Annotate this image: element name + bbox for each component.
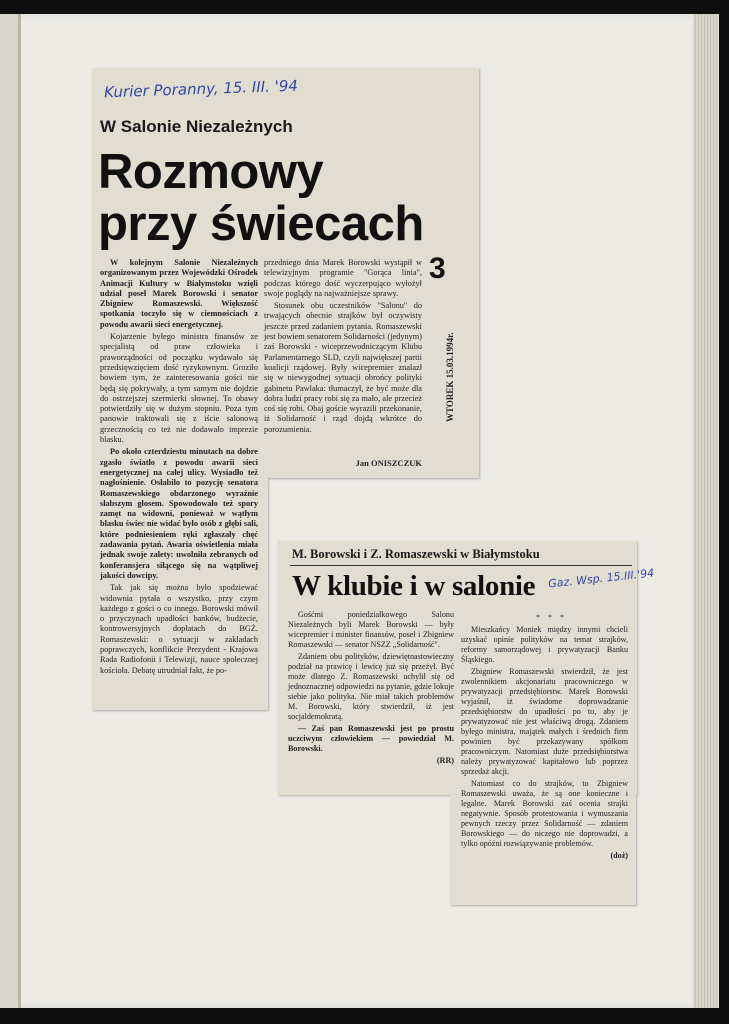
handwritten-source-note: Kurier Poranny, 15. III. '94 bbox=[103, 76, 299, 102]
article1-continued: przedniego dnia Marek Borowski wystąpił w telewizyjnym programie "Gorąca linia", podczas którego dość wyczerpująco wyłożył swoje poglądy na najważniejsze sprawy. bbox=[264, 258, 422, 298]
headline-rozmowy bbox=[98, 146, 424, 250]
article2-signature-doz: (doż) bbox=[610, 851, 628, 860]
article1-column-2 bbox=[264, 258, 422, 468]
article1-author: Jan ONISZCZUK bbox=[355, 458, 422, 468]
headline-line-1: Rozmowy bbox=[98, 145, 324, 199]
article1-paragraph: Kojarzenie byłego ministra finansów ze specjalistą od praw człowieka i praworządności od początku wydawało się przedsięwzięciem dość ryzykownym. Groziło bowiem tym, że zainteresowania gości nie będą się pokrywały, a tym samym nie dojdzie do ostrzejszej szermierki słownej. To obawy potwierdziły się w dużym stopniu. Poza tym panowie traktowali się z iście salonową grzecznością co też nie dodawało imprezie blasku. bbox=[100, 332, 258, 445]
article2-signature-rr: (RR) bbox=[436, 756, 454, 765]
headline-line-2: przy świecach bbox=[98, 197, 424, 251]
article2-paragraph: Mieszkańcy Moniek między innymi chcieli uzyskać opinie polityków na temat strajków, reformy samorządowej i prywatyzacji Banku Śląskiego. bbox=[461, 625, 628, 664]
article1-paragraph: Stosunek obu uczestników "Salonu" do trwających obecnie strajków był oczywisty jeszcze przed zadaniem pytania. Romaszewski jest bowiem senatorem Solidarności (jedynym) zaś Borowski - wiceprzewodniczącym Klubu Parlamentarnego SLD, czyli największej partii koalicji rządowej. Były wicepremier znalazł się w niewygodnej sytuacji obrońcy polityki gabinetu Pawlaka: tłumaczył, że być może dla dobra ludzi pracy robi się za mało, ale przecież coś się robi. Obaj goście wyrazili przekonanie, iż Solidarność i rząd dojdą wkrótce do porozumienia. bbox=[264, 301, 422, 434]
issue-date-text: WTOREK 15.03.1994r. bbox=[445, 332, 455, 422]
article2-lead: Gośćmi poniedziałkowego Salonu Niezależnych byli Marek Borowski — były wicepremier i minister finansów, poseł i Zbigniew Romaszewski — senator NSZZ „Solidarność". bbox=[288, 610, 454, 649]
section-stars: * * * bbox=[536, 613, 567, 622]
article2-quote: — Zaś pan Romaszewski jest po prostu uczciwym człowiekiem — powiedział M. Borowski. bbox=[288, 724, 454, 753]
issue-date-vertical bbox=[445, 262, 465, 432]
article2-paragraph: Zbigniew Romaszewski stwierdził, że jest zwolennikiem akcjonariatu pracowniczego w prywatyzacji przedsiębiorstw. Marek Borowski wyjaśnił, iż świadome doprowadzanie przedsiębiorstw do upadłości po to, aby je prywatyzować nie jest właściwą drogą. Zdaniem byłego ministra, majątek małych i średnich firm powinien być przekazywany spółkom pracowniczym. Natomiast duże przedsiębiorstwa należy prywatyzować kapitałowo lub poprzez sprzedaż akcji. bbox=[461, 667, 628, 776]
kicker-salon: W Salonie Niezależnych bbox=[100, 117, 293, 136]
article2-paragraph: Zdaniem obu polityków, dziewiętnastowieczny podział na prawicę i lewicę już się przeżył. Być może dlatego Z. Romaszewski uchylił się od jednoznacznej odpowiedzi na pytanie, gdzie lokuje siebie jako polityka. Nie miał takich problemów M. Borowski, który stwierdził, iż jest socjaldemokratą. bbox=[288, 652, 454, 721]
headline-w-klubie: W klubie i w salonie bbox=[292, 570, 536, 602]
article2-paragraph: Natomiast co do strajków, to Zbigniew Romaszewski uważa, że są one konieczne i legalne. Marek Borowski zaś ocenia strajki negatywnie. Sposób protestowania i wymuszania pewnych rzeczy przez Solidarność — zdaniem Borowskiego — do niczego nie doprowadzi, a tylko opóźni rozwiązywanie problemów. bbox=[461, 779, 628, 848]
article1-paragraph: Tak jak się można było spodziewać widownia pytała o wszystko, przy czym każdego z gości o co innego. Borowski mówił o przyczynach upadłości banków, budżecie, kontrowersyjnych dopłatach do BGŻ. Romaszewski: o sytuacji w zakładach poprawczych, konflikcie Prezydent - Krajowa Rada Radiofonii i Telewizji, nauce społecznej kościoła. Debatę utrudniał fakt, że po- bbox=[100, 583, 258, 675]
kicker-rule bbox=[290, 565, 632, 566]
article2-column-1 bbox=[288, 610, 454, 766]
article1-column-1 bbox=[100, 258, 258, 678]
article1-lead: W kolejnym Salonie Niezależnych organizowanym przez Wojewódzki Ośrodek Animacji Kultury w Białymstoku wzięli udział poseł Marek Borowski i senator Zbigniew Romaszewski. Większość spotkania toczyło się w ciemnościach z powodu awarii sieci energetycznej. bbox=[100, 258, 258, 329]
handwritten-source-note-2: Gaz. Wsp. 15.III.'94 bbox=[547, 566, 655, 591]
page-number: 3 bbox=[429, 252, 446, 285]
kicker-borowski-romaszewski: M. Borowski i Z. Romaszewski w Białymstoku bbox=[292, 547, 540, 561]
article1-paragraph-bold: Po około czterdziestu minutach na dobre zgasło światło z powodu awarii sieci energetycznej na całej ulicy. Wysiadło też nagłośnienie. Osłabiło to pozycję senatora Romaszewskiego obdarzonego wyraźnie słabszym głosem. Spowodowało też spory zamęt na widowni, ponieważ w wątłym blasku świec nie widać było osób z głębi sali, które podniesieniem ręki zgłaszały chęć zadawania pytań. Awaria oświetlenia miała jednak swoje zalety: uwolniła zebranych od konferansjera siłącego się na wątpliwej jakości dowcipy. bbox=[100, 447, 258, 580]
article2-column-2 bbox=[461, 625, 628, 861]
page-edges bbox=[693, 14, 717, 1008]
